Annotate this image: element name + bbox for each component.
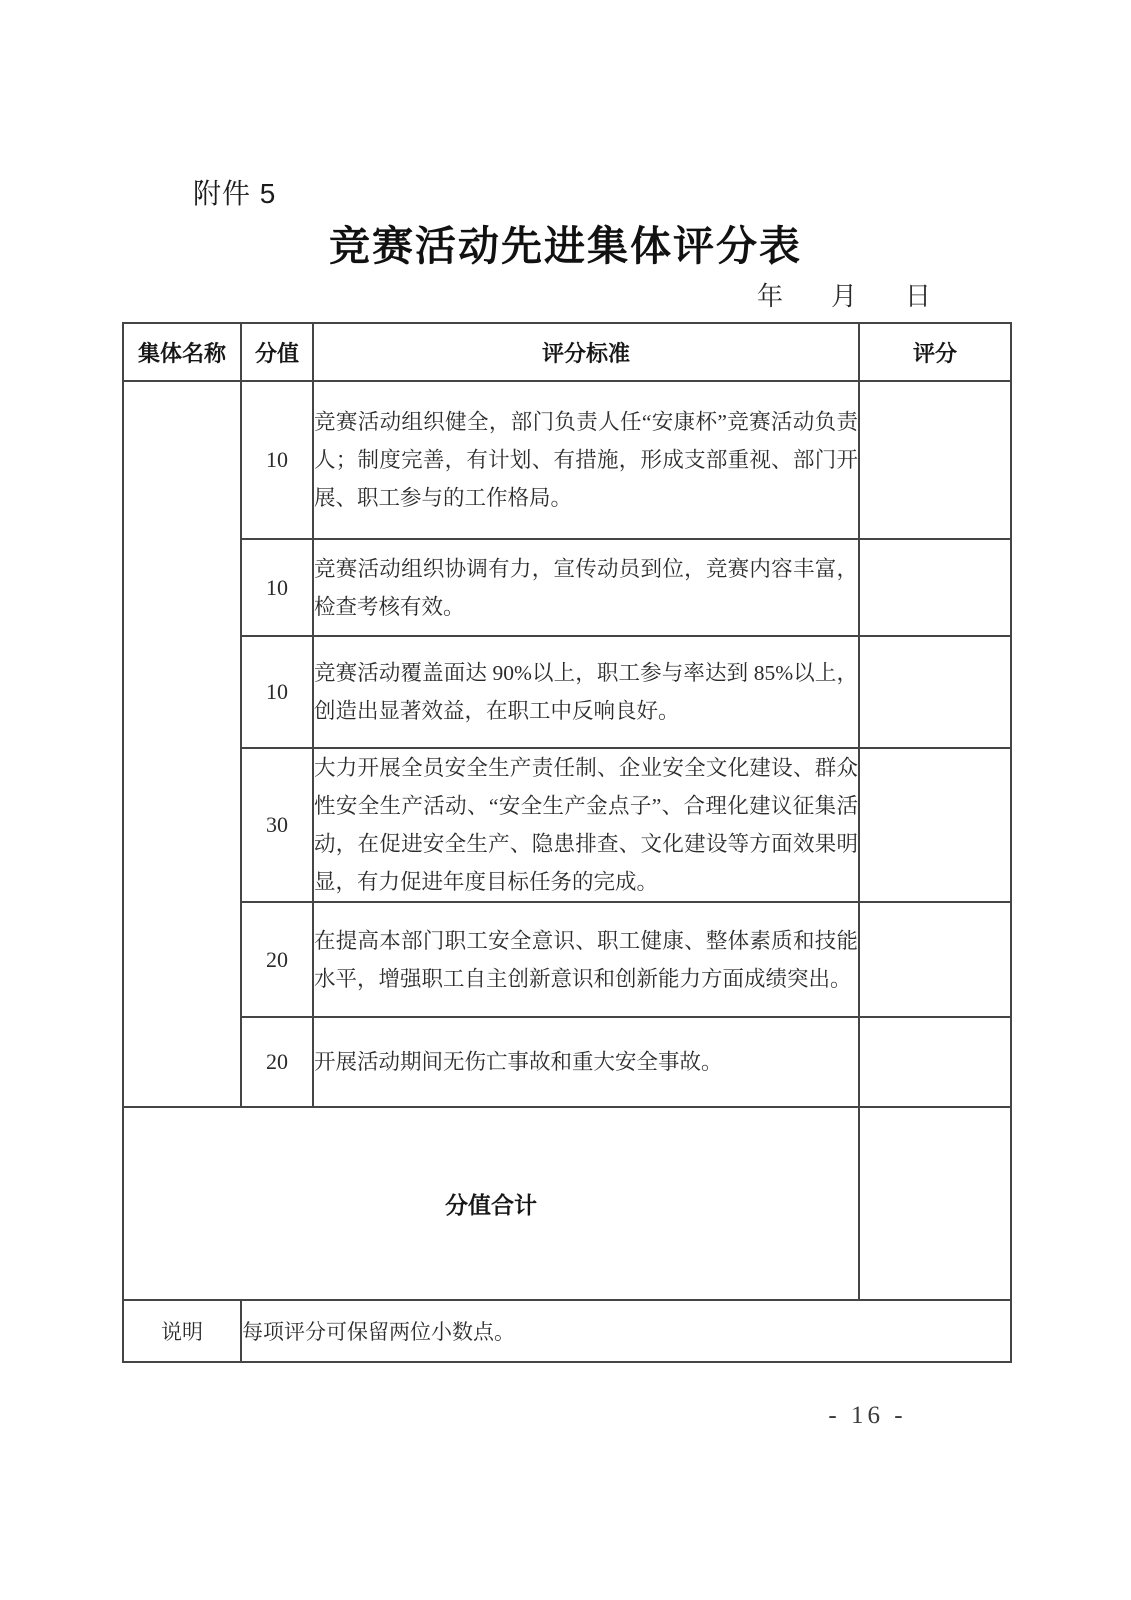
date-year-label: 年 — [757, 282, 784, 311]
table-row — [123, 381, 1011, 539]
table-header-row — [123, 323, 1011, 381]
table-row — [123, 748, 1011, 902]
total-score-cell — [859, 1107, 1011, 1300]
score-value-cell: 20 — [241, 902, 313, 1017]
note-text-cell: 每项评分可保留两位小数点。 — [241, 1300, 1011, 1362]
score-value-cell: 10 — [241, 636, 313, 748]
header-collective-name: 集体名称 — [123, 323, 241, 381]
date-day-label: 日 — [904, 282, 931, 311]
header-criteria: 评分标准 — [313, 323, 859, 381]
criteria-cell: 在提高本部门职工安全意识、职工健康、整体素质和技能水平，增强职工自主创新意识和创新能力方面成绩突出。 — [313, 902, 859, 1017]
note-label-cell: 说明 — [123, 1300, 241, 1362]
criteria-cell: 大力开展全员安全生产责任制、企业安全文化建设、群众性安全生产活动、“安全生产金点子”、合理化建议征集活动，在促进安全生产、隐患排查、文化建设等方面效果明显，有力促进年度目标任务的完成。 — [313, 748, 859, 902]
score-value-cell: 30 — [241, 748, 313, 902]
page-number — [0, 1402, 1131, 1430]
total-row — [123, 1107, 1011, 1300]
header-score-value: 分值 — [241, 323, 313, 381]
score-cell — [859, 381, 1011, 539]
table-row — [123, 636, 1011, 748]
collective-name-cell — [123, 381, 241, 1107]
score-cell — [859, 748, 1011, 902]
score-cell — [859, 1017, 1011, 1107]
criteria-cell: 竞赛活动覆盖面达 90%以上，职工参与率达到 85%以上，创造出显著效益，在职工中反响良好。 — [313, 636, 859, 748]
score-table — [122, 322, 1012, 1363]
page-number-text: - 16 - — [828, 1402, 907, 1429]
table-row — [123, 1017, 1011, 1107]
score-cell — [859, 902, 1011, 1017]
header-score: 评分 — [859, 323, 1011, 381]
score-value-cell: 20 — [241, 1017, 313, 1107]
criteria-cell: 开展活动期间无伤亡事故和重大安全事故。 — [313, 1017, 859, 1107]
date-line — [757, 276, 931, 313]
criteria-cell: 竞赛活动组织协调有力，宣传动员到位，竞赛内容丰富，检查考核有效。 — [313, 539, 859, 636]
score-cell — [859, 636, 1011, 748]
criteria-cell: 竞赛活动组织健全，部门负责人任“安康杯”竞赛活动负责人；制度完善，有计划、有措施，形成支部重视、部门开展、职工参与的工作格局。 — [313, 381, 859, 539]
total-label-cell: 分值合计 — [123, 1107, 859, 1300]
note-row — [123, 1300, 1011, 1362]
table-row — [123, 539, 1011, 636]
page-title: 竞赛活动先进集体评分表 — [329, 223, 802, 269]
table-row — [123, 902, 1011, 1017]
attachment-label: 附件 5 — [193, 178, 277, 209]
score-value-cell: 10 — [241, 381, 313, 539]
date-month-label: 月 — [830, 282, 857, 311]
score-cell — [859, 539, 1011, 636]
score-value-cell: 10 — [241, 539, 313, 636]
